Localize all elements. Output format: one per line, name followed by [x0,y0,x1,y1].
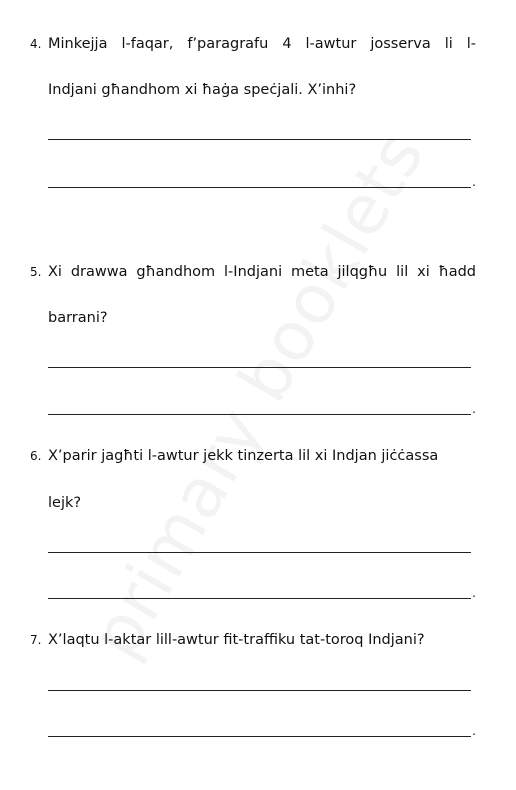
question-4-text-line-2: Indjani għandhom xi ħaġa speċjali. X’inhi? [48,82,357,98]
question-text-line-1: X’laqtu l-aktar lill-awtur fit-traffiku tat-toroq Indjani? [48,632,425,648]
answer-end-mark: . [472,175,476,189]
question-7 [30,630,476,650]
answer-end-mark: . [472,402,476,416]
question-number: 5. [30,265,42,279]
question-number: 4. [30,37,42,51]
question-5 [30,262,476,282]
answer-line[interactable] [48,552,471,553]
question-5-text-line-2: barrani? [48,310,108,326]
question-6 [30,446,476,466]
answer-line[interactable] [48,690,471,691]
answer-line[interactable] [48,724,476,738]
answer-line[interactable] [48,586,476,600]
answer-line[interactable] [48,402,476,416]
question-6-text-line-2: lejk? [48,495,82,511]
question-number: 6. [30,449,42,463]
question-text-line-1: Minkejja l-faqar, f’paragrafu 4 l-awtur josserva li l- [48,36,476,52]
answer-line[interactable] [48,175,476,189]
watermark [76,119,441,671]
question-4 [30,34,476,54]
question-number: 7. [30,633,42,647]
answer-line[interactable] [48,367,471,368]
question-text-line-1: Xi drawwa għandhom l-Indjani meta jilqgħu lil xi ħadd [48,264,476,280]
answer-end-mark: . [472,724,476,738]
answer-end-mark: . [472,586,476,600]
answer-line[interactable] [48,139,471,140]
question-text-line-1: X’parir jagħti l-awtur jekk tinzerta lil xi Indjan jiċċassa [48,448,439,464]
